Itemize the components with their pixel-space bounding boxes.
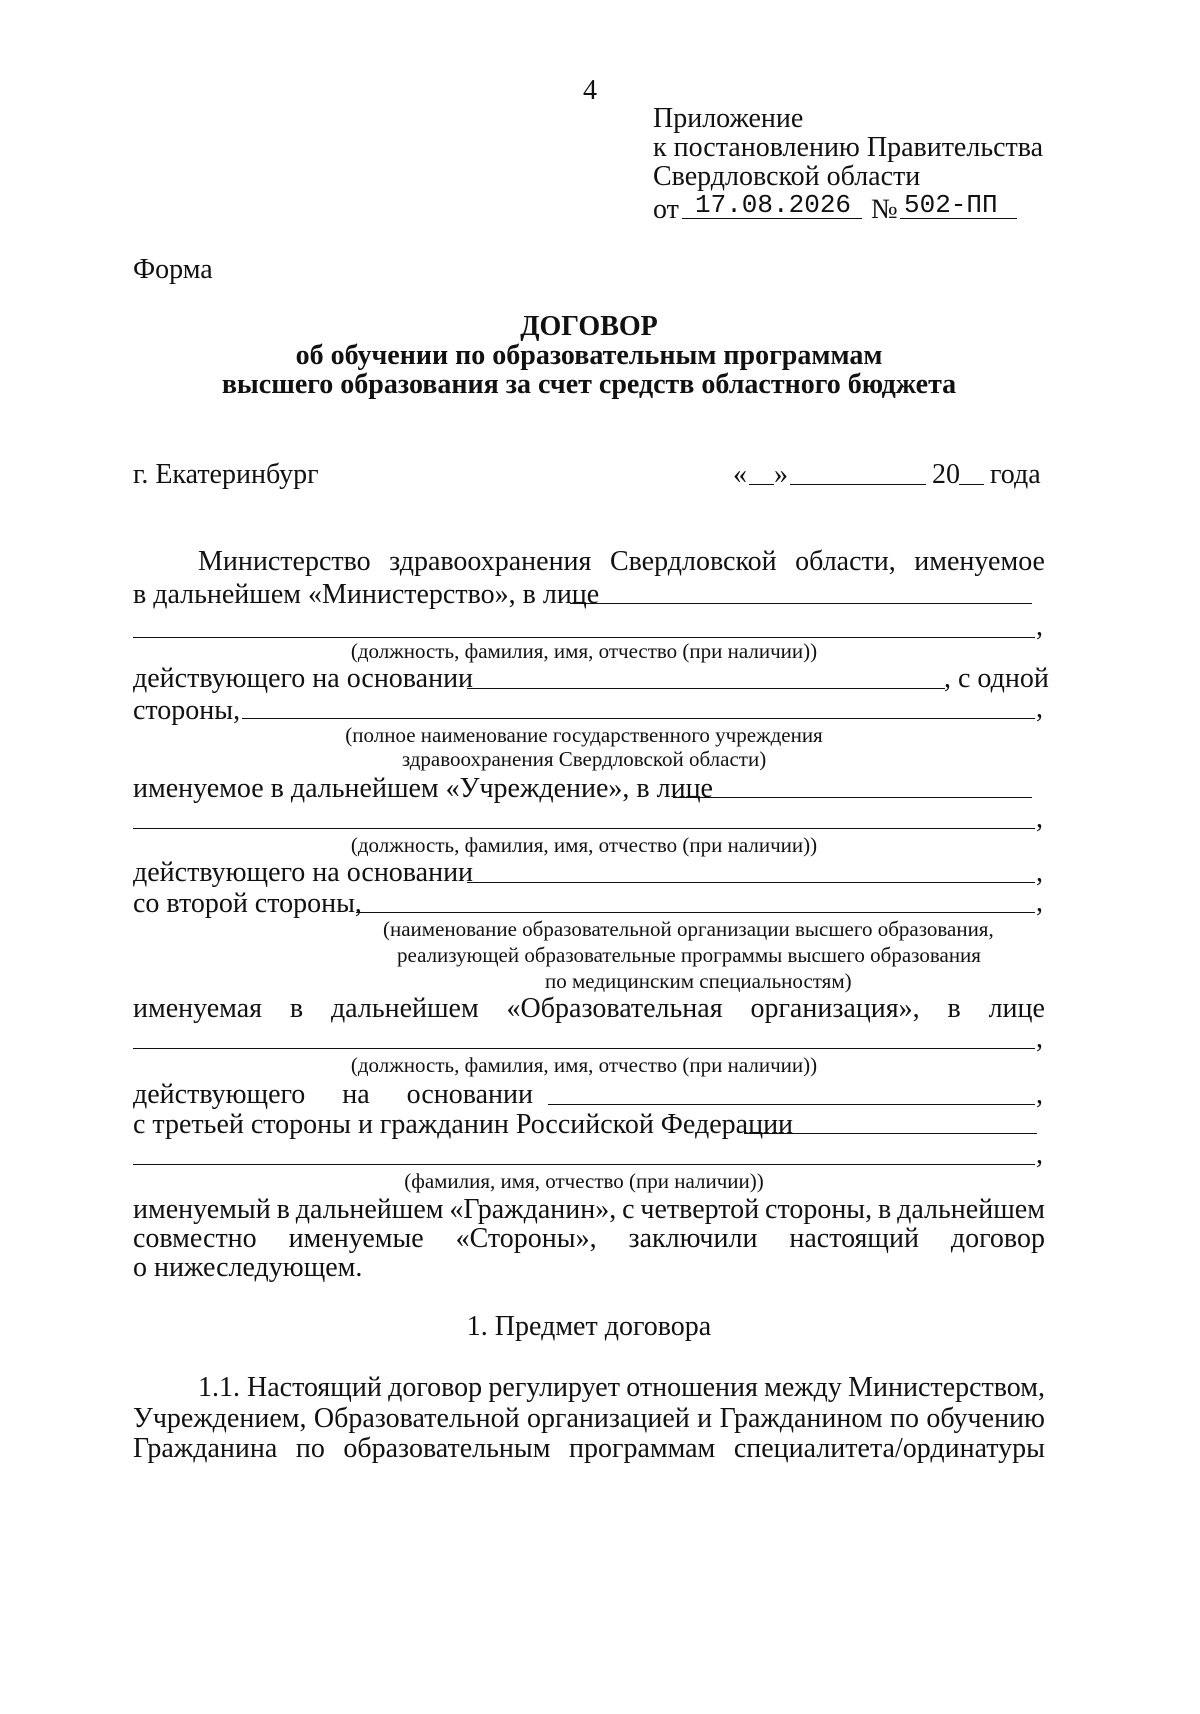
doc-subtitle-2: высшего образования за счет средств областного бюджета — [221, 369, 957, 400]
basis-blank-3 — [548, 1104, 1035, 1105]
appendix-date: 17.08.2026 — [695, 190, 852, 220]
appendix-from-label: от — [653, 194, 679, 225]
section-1-line-3: Гражданина по образовательным программам специалитета/ординатуры — [133, 1433, 1045, 1464]
caption-edu-3: по медицинским специальностям) — [545, 969, 852, 993]
year-suffix: года — [990, 459, 1041, 490]
ministry-rep-blank — [570, 603, 1032, 604]
citizen-name-blank — [744, 1133, 1037, 1134]
section-1-line-2: Учреждением, Образовательной организацией и Гражданином по обучению — [133, 1403, 1045, 1434]
appendix-line-1: Приложение — [653, 103, 804, 134]
caption-position-2: (должность, фамилия, имя, отчество (при наличии)) — [350, 833, 818, 857]
appendix-number: 502-ПП — [904, 190, 998, 220]
acting-basis-1: действующего на основании — [133, 663, 474, 694]
caption-edu-2: реализующей образовательные программы высшего образования — [397, 943, 981, 967]
ministry-line-2: в дальнейшем «Министерство», в лице — [133, 579, 600, 610]
basis-blank-1 — [467, 688, 945, 689]
appendix-line-3: Свердловской области — [653, 161, 921, 192]
side-label: стороны, — [133, 695, 241, 726]
edu-org-blank — [356, 912, 1035, 913]
year-prefix: 20 — [932, 459, 960, 490]
citizen-name-blank-2 — [133, 1164, 1035, 1165]
edu-rep-blank — [133, 1048, 1035, 1049]
number-underline — [900, 218, 1017, 219]
year-blank — [959, 484, 984, 485]
institution-rep-blank-2 — [133, 828, 1035, 829]
date-open-quote: « — [733, 459, 747, 490]
citizen-line-3: о нижеследующем. — [133, 1252, 363, 1283]
page-number: 4 — [583, 75, 597, 106]
institution-blank — [242, 718, 1035, 719]
caption-institution-2: здравоохранения Свердловской области) — [401, 747, 767, 771]
acting-basis-3: действующего на основании — [133, 1079, 533, 1110]
caption-institution-1: (полное наименование государственного учреждения — [345, 723, 823, 747]
day-blank — [749, 484, 774, 485]
appendix-line-2: к постановлению Правительства — [653, 132, 1044, 163]
caption-edu-1: (наименование образовательной организации высшего образования, — [383, 917, 994, 941]
month-blank — [790, 484, 926, 485]
city: г. Екатеринбург — [133, 459, 319, 490]
basis-blank-2 — [467, 882, 1035, 883]
ministry-line-1: Министерство здравоохранения Свердловской области, именуемое — [198, 546, 1045, 577]
section-1-heading: 1. Предмет договора — [466, 1311, 712, 1342]
doc-subtitle-1: об обучении по образовательным программам — [295, 340, 883, 371]
citizen-line-1: именуемый в дальнейшем «Гражданин», с четвертой стороны, в дальнейшем — [133, 1194, 1045, 1225]
edu-named-line: именуемая в дальнейшем «Образовательная организация», в лице — [133, 993, 1045, 1024]
section-1-line-1: 1.1. Настоящий договор регулирует отношения между Министерством, — [198, 1372, 1045, 1403]
second-side: со второй стороны, — [133, 888, 362, 919]
caption-citizen: (фамилия, имя, отчество (при наличии)) — [404, 1169, 764, 1193]
acting-basis-2: действующего на основании — [133, 857, 474, 888]
date-underline — [682, 218, 862, 219]
appendix-block — [653, 102, 1043, 193]
institution-rep-blank — [673, 797, 1032, 798]
appendix-number-label: № — [871, 194, 898, 225]
form-label: Форма — [133, 254, 213, 285]
one-side: , с одной — [944, 663, 1049, 694]
caption-position-3: (должность, фамилия, имя, отчество (при наличии)) — [350, 1053, 818, 1077]
institution-named: именуемое в дальнейшем «Учреждение», в лице — [133, 773, 713, 804]
caption-position-1: (должность, фамилия, имя, отчество (при наличии)) — [350, 639, 818, 663]
date-close-quote: » — [774, 459, 788, 490]
doc-title: ДОГОВОР — [520, 311, 658, 342]
third-side: с третьей стороны и гражданин Российской Федерации — [133, 1109, 794, 1140]
citizen-line-2: совместно именуемые «Стороны», заключили настоящий договор — [133, 1223, 1045, 1254]
